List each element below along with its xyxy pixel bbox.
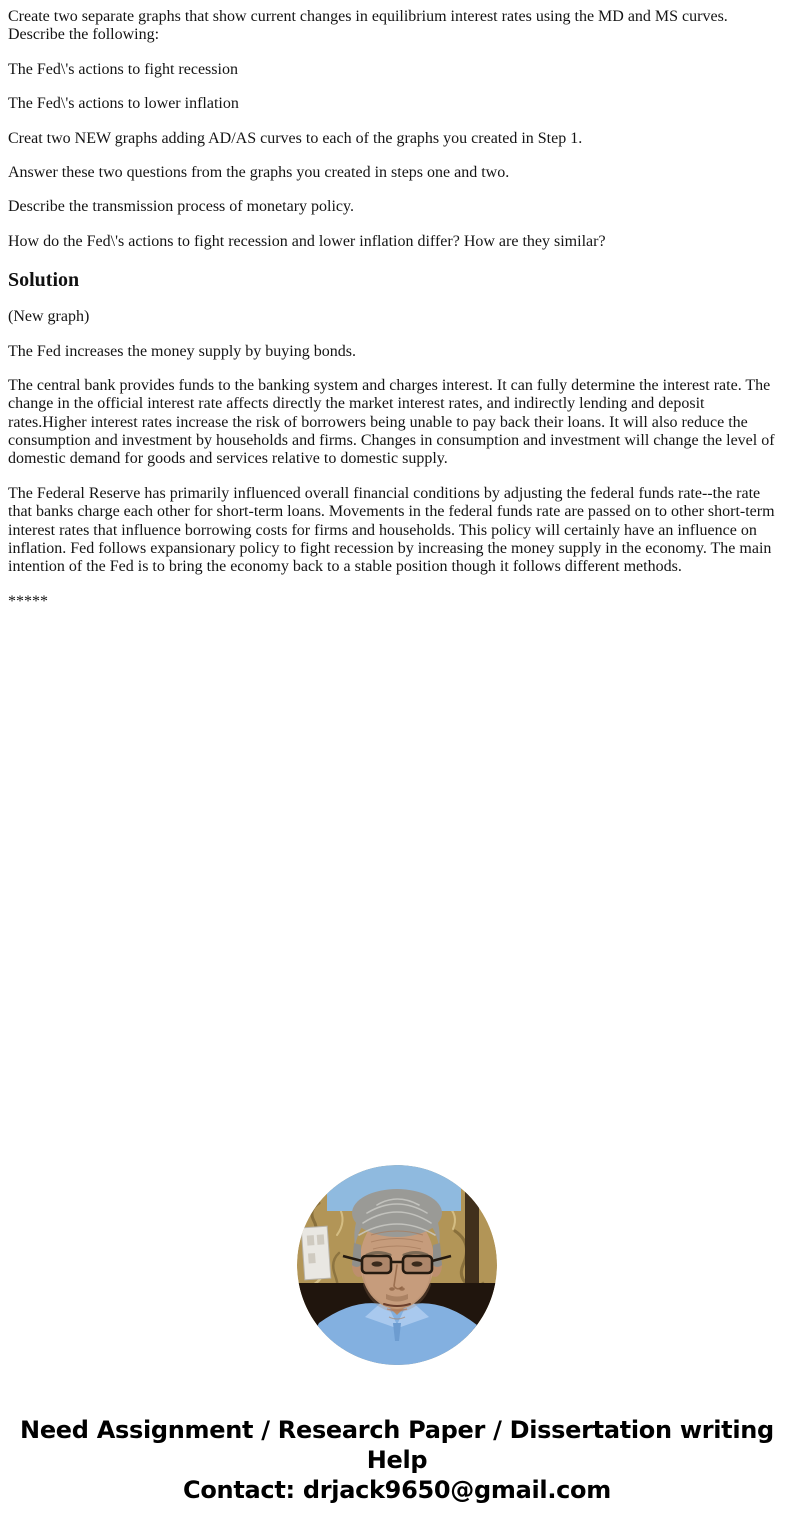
paragraph: Describe the transmission process of monetary policy.	[8, 198, 354, 216]
footer-ad-line: Need Assignment / Research Paper / Dissertation writing Help	[20, 1416, 774, 1475]
paragraph: Create two separate graphs that show current changes in equilibrium interest rates using the MD and MS curves. Describe the following:	[8, 8, 728, 44]
footer-ad	[8, 1415, 786, 1505]
avatar	[297, 1165, 497, 1365]
paragraph: Creat two NEW graphs adding AD/AS curves to each of the graphs you created in Step 1.	[8, 129, 583, 147]
portrait-photo	[297, 1165, 497, 1365]
paragraph: The central bank provides funds to the banking system and charges interest. It can fully determine the interest rate. The change in the official interest rate affects directly the market interest rates, and indirectly lending and deposit rates.Higher interest rates increase the risk of borrowers being unable to pay back their loans. It will also reduce the consumption and investment by households and firms. Changes in consumption and investment will change the level of domestic demand for goods and services relative to domestic supply.	[8, 376, 775, 468]
paragraph: The Federal Reserve has primarily influenced overall financial conditions by adjusting the federal funds rate--the rate that banks charge each other for short-term loans. Movements in the federal funds rate are passed on to other short-term interest rates that influence borrowing costs for firms and households. This policy will certainly have an influence on inflation. Fed follows expansionary policy to fight recession by increasing the money supply in the economy. The main intention of the Fed is to bring the economy back to a stable position though it follows different methods.	[8, 484, 775, 576]
solution-heading: Solution	[8, 269, 80, 292]
asterisk-separator: *****	[8, 592, 48, 610]
paragraph: How do the Fed\'s actions to fight recession and lower inflation differ? How are they similar?	[8, 232, 606, 250]
paragraph: The Fed\'s actions to fight recession	[8, 60, 238, 78]
article-body	[8, 8, 786, 611]
paragraph: The Fed increases the money supply by buying bonds.	[8, 342, 356, 360]
paragraph: Answer these two questions from the graphs you created in steps one and two.	[8, 163, 510, 181]
paragraph: (New graph)	[8, 308, 90, 326]
paragraph: The Fed\'s actions to lower inflation	[8, 95, 239, 113]
blank-space	[8, 627, 786, 1165]
footer-contact-line: Contact: drjack9650@gmail.com	[183, 1476, 611, 1505]
